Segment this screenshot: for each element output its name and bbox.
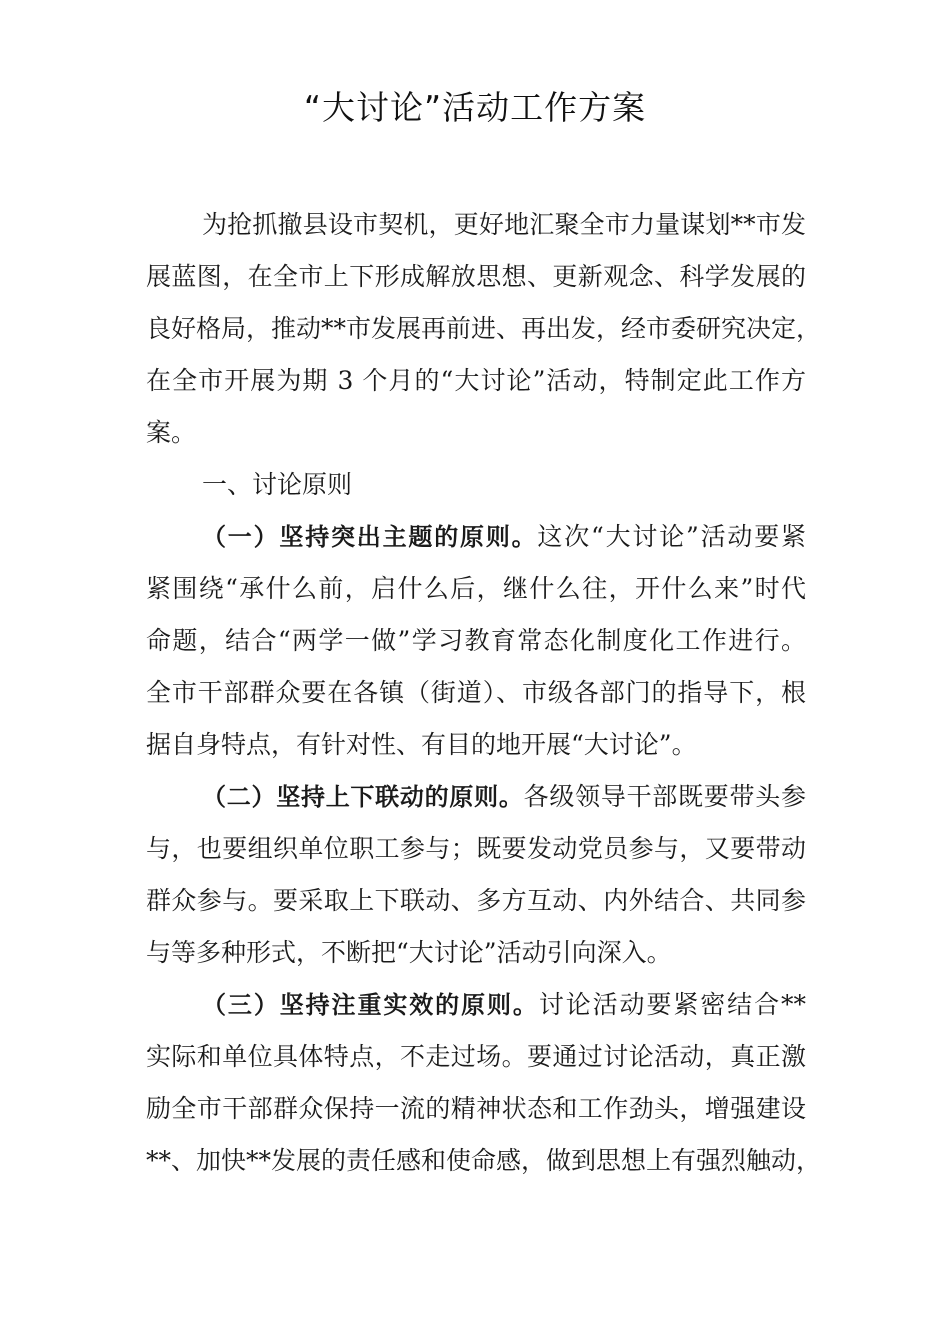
- paragraph-line: 与，也要组织单位职工参与；既要发动党员参与，又要带动: [146, 834, 806, 863]
- paragraph-lead: （三）坚持注重实效的原则。: [202, 991, 539, 1019]
- paragraph-line: 紧围绕“承什么前，启什么后，继什么往，开什么来”时代: [146, 574, 806, 603]
- paragraph-line: 实际和单位具体特点，不走过场。要通过讨论活动，真正激: [146, 1042, 806, 1071]
- paragraph-line: 群众参与。要采取上下联动、多方互动、内外结合、共同参: [146, 886, 806, 915]
- paragraph-first-line: [202, 985, 806, 1025]
- paragraph-first-line: [202, 517, 806, 557]
- paragraph-first-line: [202, 777, 806, 817]
- paragraph-text: 讨论活动要紧密结合**: [538, 990, 806, 1019]
- intro-line: 良好格局，推动**市发展再前进、再出发，经市委研究决定，: [146, 314, 822, 343]
- paragraph-line: 与等多种形式，不断把“大讨论”活动引向深入。: [146, 938, 672, 967]
- paragraph-line: **、加快**发展的责任感和使命感，做到思想上有强烈触动，: [146, 1146, 822, 1175]
- section-heading: 一、讨论原则: [202, 470, 353, 499]
- paragraph-text: 各级领导干部既要带头参: [523, 782, 806, 811]
- document-title: “大讨论”活动工作方案: [303, 88, 647, 127]
- paragraph-lead: （一）坚持突出主题的原则。: [202, 523, 538, 551]
- intro-line: 案。: [146, 418, 197, 447]
- intro-line: 为抢抓撤县设市契机，更好地汇聚全市力量谋划**市发: [202, 210, 806, 239]
- intro-line: 在全市开展为期 3 个月的“大讨论”活动，特制定此工作方: [146, 366, 806, 395]
- paragraph-line: 命题，结合“两学一做”学习教育常态化制度化工作进行。: [146, 626, 806, 655]
- paragraph-line: 励全市干部群众保持一流的精神状态和工作劲头，增强建设: [146, 1094, 806, 1123]
- paragraph-line: 全市干部群众要在各镇（街道）、市级各部门的指导下，根: [146, 678, 806, 707]
- paragraph-lead: （二）坚持上下联动的原则。: [202, 783, 524, 811]
- paragraph-text: 这次“大讨论”活动要紧: [537, 522, 807, 551]
- paragraph-line: 据自身特点，有针对性、有目的地开展“大讨论”。: [146, 730, 697, 759]
- intro-line: 展蓝图，在全市上下形成解放思想、更新观念、科学发展的: [146, 262, 806, 291]
